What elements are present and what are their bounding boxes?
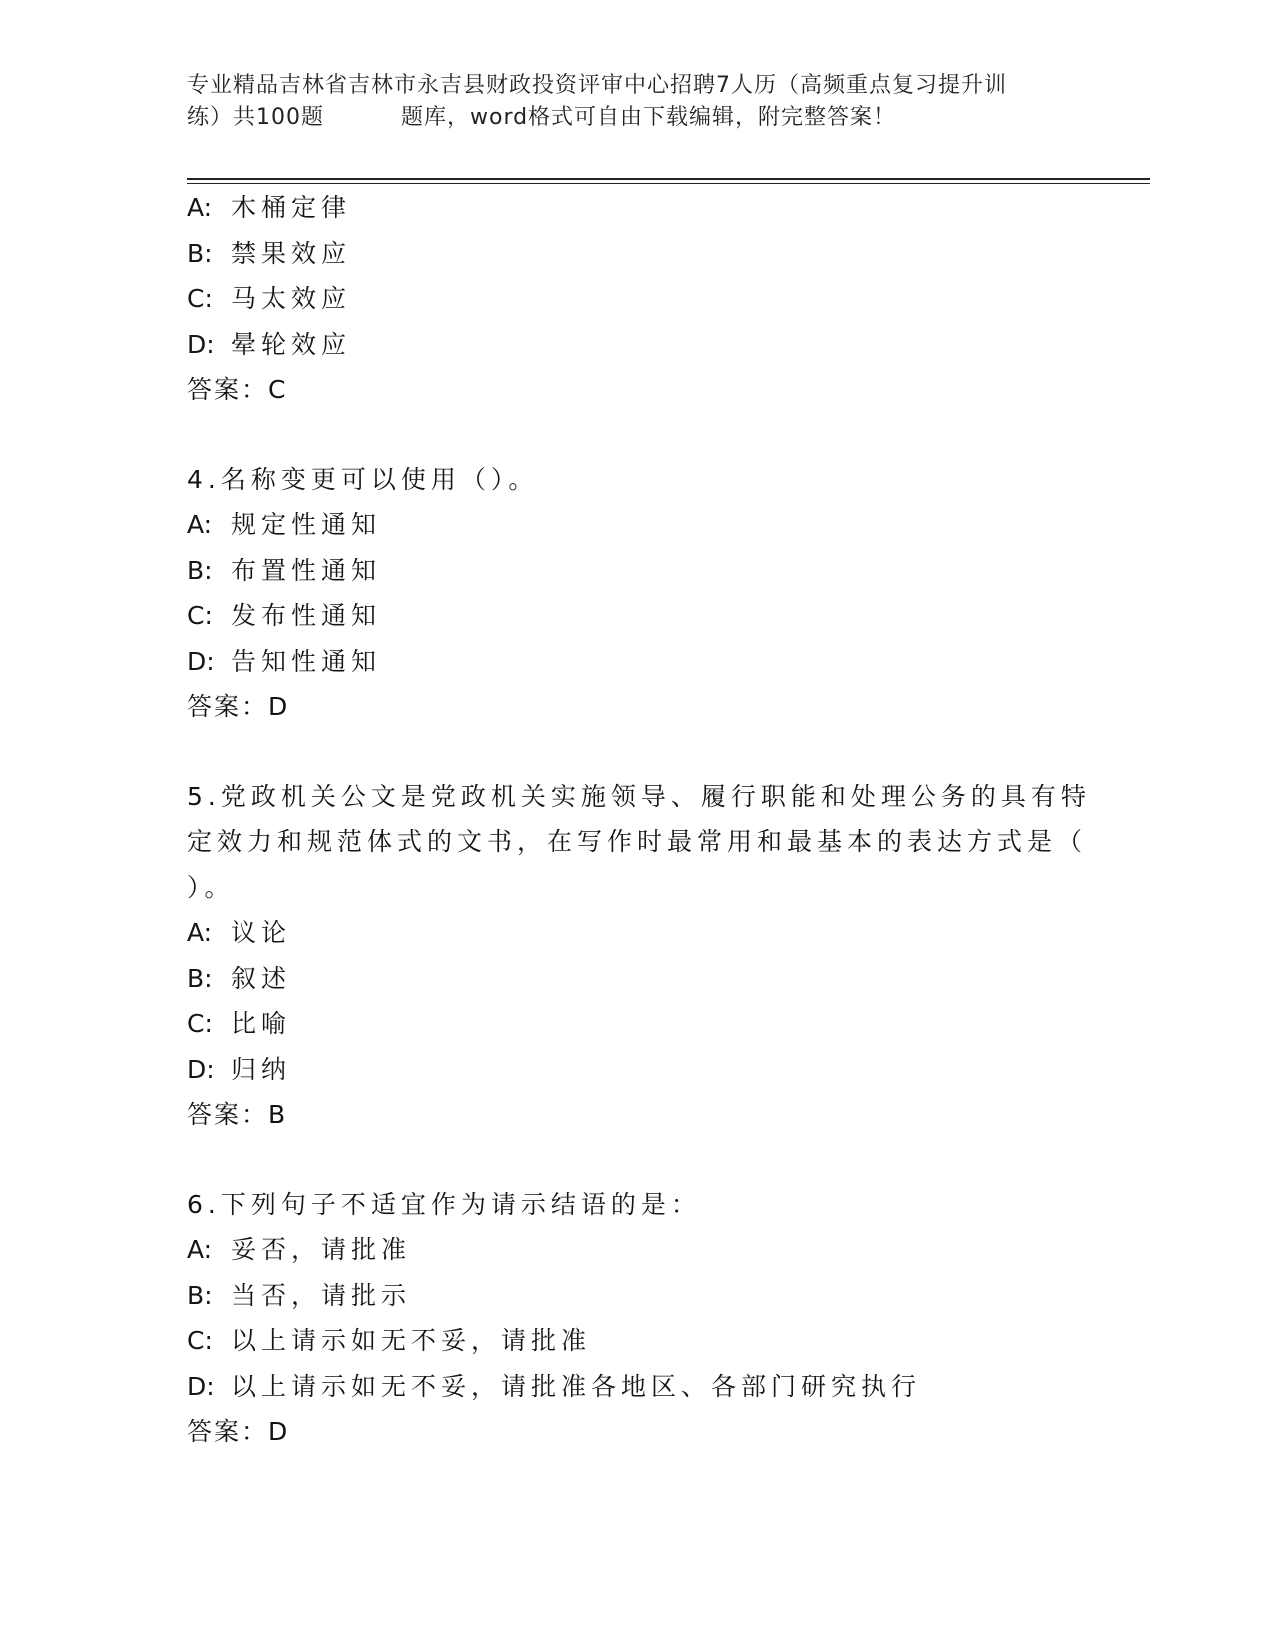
answer: 答案：C: [187, 375, 288, 404]
option-letter: B:: [187, 555, 213, 585]
option-text: 发布性通知: [231, 601, 382, 630]
option-letter: C:: [187, 284, 213, 313]
option-letter: A:: [187, 193, 213, 222]
question-6: [187, 1182, 1087, 1455]
option-d: [187, 322, 1087, 368]
option-d: [187, 639, 1087, 685]
spacer: [187, 1138, 1087, 1182]
option-text: 告知性通知: [231, 646, 382, 676]
option-letter: A:: [187, 1235, 213, 1264]
question-text-line-1: 5.党政机关公文是党政机关实施领导、履行职能和处理公务的具有特: [187, 781, 1091, 811]
option-b: [187, 1273, 1087, 1319]
option-letter: D:: [187, 1371, 215, 1401]
option-text: 布置性通知: [231, 555, 382, 585]
answer: 答案：B: [187, 1100, 288, 1129]
header-divider-thin: [187, 183, 1150, 184]
answer: 答案：D: [187, 1417, 290, 1446]
answer: 答案：D: [187, 692, 290, 721]
question-text: 4.名称变更可以使用（）。: [187, 464, 539, 494]
option-b: [187, 548, 1087, 594]
option-a: [187, 910, 1087, 956]
question-5: [187, 774, 1091, 1138]
option-letter: B:: [187, 238, 213, 268]
question-3: [187, 185, 1087, 413]
option-c: [187, 1318, 1087, 1364]
option-letter: C:: [187, 601, 213, 630]
option-text: 以上请示如无不妥，请批准: [231, 1326, 592, 1355]
option-b: [187, 231, 1087, 277]
option-text: 晕轮效应: [231, 329, 352, 359]
option-letter: B:: [187, 963, 213, 993]
option-letter: D:: [187, 646, 215, 676]
option-letter: C:: [187, 1326, 213, 1355]
option-a: [187, 1227, 1087, 1273]
spacer: [187, 730, 1087, 774]
option-text: 比喻: [231, 1009, 292, 1038]
question-text-line-3: ）。: [187, 872, 235, 902]
option-text: 木桶定律: [231, 193, 352, 222]
question-text-line-2: 定效力和规范体式的文书，在写作时最常用和最基本的表达方式是（: [187, 827, 1088, 856]
option-c: [187, 1001, 1087, 1047]
option-text: 归纳: [231, 1054, 292, 1084]
option-text: 马太效应: [231, 284, 352, 313]
option-c: [187, 276, 1087, 322]
option-d: [187, 1364, 1087, 1410]
option-letter: A:: [187, 510, 213, 539]
option-text: 以上请示如无不妥，请批准各地区、各部门研究执行: [231, 1371, 922, 1401]
option-letter: D:: [187, 1054, 215, 1084]
option-letter: A:: [187, 918, 213, 947]
option-text: 当否，请批示: [231, 1280, 412, 1310]
option-text: 叙述: [231, 963, 292, 993]
option-d: [187, 1047, 1087, 1093]
option-text: 规定性通知: [231, 510, 382, 539]
header-line-1: 专业精品吉林省吉林市永吉县财政投资评审中心招聘7人历（高频重点复习提升训: [187, 73, 1007, 98]
spacer: [187, 413, 1087, 457]
option-text: 妥否，请批准: [231, 1235, 412, 1264]
option-a: [187, 502, 1087, 548]
option-letter: D:: [187, 329, 215, 359]
option-a: [187, 185, 1087, 231]
option-letter: B:: [187, 1280, 213, 1310]
question-4: [187, 457, 1087, 730]
document-header: [187, 70, 1087, 134]
option-text: 议论: [231, 918, 292, 947]
question-list: [187, 185, 1091, 1455]
header-line-2: 练）共100题 题库，word格式可自由下载编辑，附完整答案！: [187, 105, 897, 130]
option-c: [187, 593, 1087, 639]
header-divider-thick: [187, 178, 1150, 180]
question-text: 6.下列句子不适宜作为请示结语的是：: [187, 1189, 701, 1219]
option-letter: C:: [187, 1009, 213, 1038]
option-text: 禁果效应: [231, 238, 352, 268]
option-b: [187, 956, 1087, 1002]
